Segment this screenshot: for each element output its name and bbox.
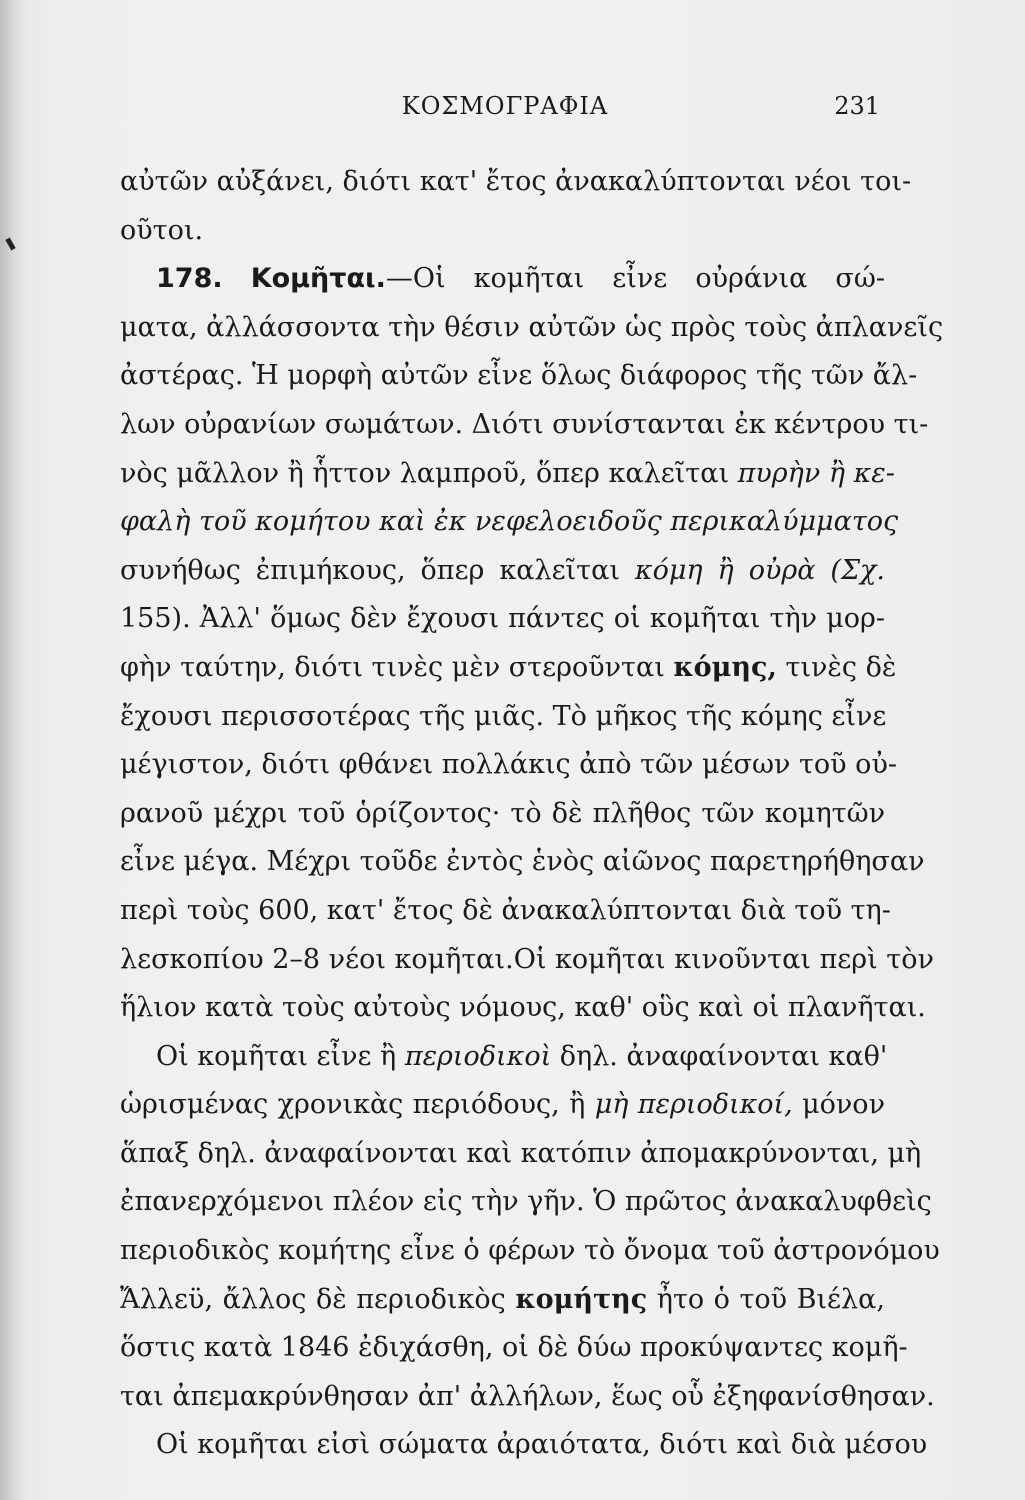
line-text: μέγιστον, διότι φθάνει πολλάκις ἀπὸ τῶν μέσων τοῦ οὐ- — [120, 749, 897, 781]
line-text: 155). Ἀλλ' ὅμως δὲν ἔχουσι πάντες οἱ κομῆται τὴν μορ- — [120, 603, 885, 635]
text-line — [120, 936, 934, 985]
body-text — [120, 158, 944, 1470]
line-text: τινὲς δὲ — [785, 651, 897, 683]
italic-term: νεφελοειδοῦς περικαλύμματος — [474, 506, 899, 538]
text-line — [120, 1130, 922, 1179]
line-text: αὐτῶν αὐξάνει, διότι κατ' ἔτος ἀνακαλύπτονται νέοι τοι- — [120, 166, 912, 197]
bold-term: κόμης, — [673, 651, 777, 683]
text-line — [120, 838, 925, 887]
line-text: ὅστις κατὰ 1846 ἐδιχάσθη, οἱ δὲ δύω προκύψαντες κομῆ- — [120, 1332, 908, 1364]
line-text: Ἄλλεϋ, ἄλλος δὲ περιοδικὸς — [120, 1283, 506, 1315]
line-text: περιοδικὸς κομήτης εἶνε ὁ φέρων τὸ ὄνομα τοῦ ἀστρονόμου — [120, 1235, 940, 1267]
line-text: περὶ τοὺς 600, κατ' ἔτος δὲ ἀνακαλύπτονται διὰ τοῦ τη- — [120, 894, 891, 926]
line-text: ται ἀπεμακρύνθησαν ἀπ' ἀλλήλων, ἕως οὗ ἐξηφανίσθησαν. — [120, 1380, 935, 1412]
line-text: νὸς μᾶλλον ἢ ἧττον λαμπροῦ, ὅπερ καλεῖται — [120, 457, 730, 489]
italic-term: ἢ — [717, 554, 734, 586]
text-line — [120, 790, 885, 839]
section-heading-line — [120, 255, 885, 304]
italic-term: πυρὴν — [737, 457, 821, 489]
text-line — [120, 1276, 885, 1325]
text-line — [120, 352, 918, 401]
line-text: ἀστέρας. Ἡ μορφὴ αὐτῶν εἶνε ὅλως διάφορος τῆς τῶν ἄλ- — [120, 360, 918, 392]
line-text: εἶνε μέγα. Μέχρι τοῦδε ἐντὸς ἑνὸς αἰῶνος παρετηρήθησαν — [120, 846, 925, 878]
line-text: λων οὐρανίων σωμάτων. Διότι συνίστανται ἐκ κέντρου τι- — [120, 408, 929, 440]
line-text: ἔχουσι περισσοτέρας τῆς μιᾶς. Τὸ μῆκος τῆς κόμης εἶνε — [120, 700, 887, 732]
line-text: οῦτοι. — [120, 214, 204, 246]
line-text: ὡρισμένας χρονικὰς περιόδους, ἢ — [120, 1089, 586, 1121]
text-line — [120, 595, 885, 644]
text-line — [120, 1421, 928, 1470]
line-text: ἅπαξ δηλ. ἀναφαίνονται καὶ κατόπιν ἀπομακρύνονται, μὴ — [120, 1137, 922, 1169]
italic-term: κόμη — [634, 554, 703, 586]
section-number: 178. — [156, 263, 223, 295]
page-header — [120, 92, 880, 132]
line-text: ἐπανερχόμενοι πλέον εἰς τὴν γῆν. Ὁ πρῶτος ἀνακαλυφθεὶς — [120, 1186, 932, 1218]
text-line — [120, 1227, 940, 1276]
line-text: συνήθως ἐπιμήκους, ὅπερ καλεῖται — [120, 554, 620, 586]
text-line — [120, 158, 912, 207]
text-line — [120, 547, 885, 596]
line-text: ἥλιον κατὰ τοὺς αὐτοὺς νόμους, καθ' οὓς καὶ οἱ πλανῆται. — [120, 992, 926, 1024]
running-title: ΚΟΣΜΟΓΡΑΦΙΑ — [401, 92, 609, 120]
text-line — [120, 693, 885, 742]
text-line — [120, 1178, 932, 1227]
line-text: Οἱ κομῆται εἰσὶ σώματα ἀραιότατα, διότι καὶ διὰ μέσου — [156, 1429, 928, 1461]
text-line — [120, 498, 899, 547]
text-line — [120, 1324, 908, 1373]
spine-shadow — [0, 0, 26, 1500]
line-text: ρανοῦ μέχρι τοῦ ὁρίζοντος· τὸ δὲ πλῆθος τῶν κομητῶν — [120, 797, 885, 829]
section-title: Κομῆται. — [250, 263, 386, 295]
text-line — [120, 401, 929, 450]
line-text: —Οἱ κομῆται εἶνε οὐράνια σώ- — [385, 263, 885, 295]
text-line — [120, 1033, 888, 1082]
italic-term: ἢ κε- — [828, 457, 895, 489]
bold-term: κομήτης — [515, 1283, 648, 1315]
italic-term: μὴ περιοδικοί, — [594, 1089, 793, 1121]
line-text: λεσκοπίου 2–8 νέοι κομῆται.Οἱ κομῆται κινοῦνται περὶ τὸν — [120, 943, 934, 975]
text-line — [120, 304, 944, 353]
page-number: 231 — [834, 92, 880, 120]
text-line — [120, 887, 891, 936]
text-line — [120, 1373, 935, 1422]
line-text: Οἱ κομῆται εἶνε ἢ — [156, 1040, 397, 1072]
line-text: ματα, ἀλλάσσοντα τὴν θέσιν αὐτῶν ὡς πρὸς τοὺς ἀπλανεῖς — [120, 311, 944, 343]
italic-term: οὐρὰ (Σχ. — [748, 554, 885, 586]
italic-term: περιοδικοὶ — [404, 1040, 552, 1072]
line-text: φὴν ταύτην, διότι τινὲς μὲν στεροῦνται — [120, 651, 665, 683]
text-line — [120, 644, 897, 693]
text-line — [120, 207, 885, 256]
line-text: δηλ. ἀναφαίνονται καθ' — [559, 1040, 888, 1072]
line-text: φαλὴ τοῦ κομήτου καὶ ἐκ — [120, 506, 467, 538]
text-line — [120, 984, 926, 1033]
text-line — [120, 450, 895, 499]
line-text: μόνον — [802, 1089, 885, 1121]
text-line — [120, 741, 897, 790]
text-line — [120, 1081, 885, 1130]
line-text: ἦτο ὁ τοῦ Βιέλα, — [656, 1283, 885, 1315]
